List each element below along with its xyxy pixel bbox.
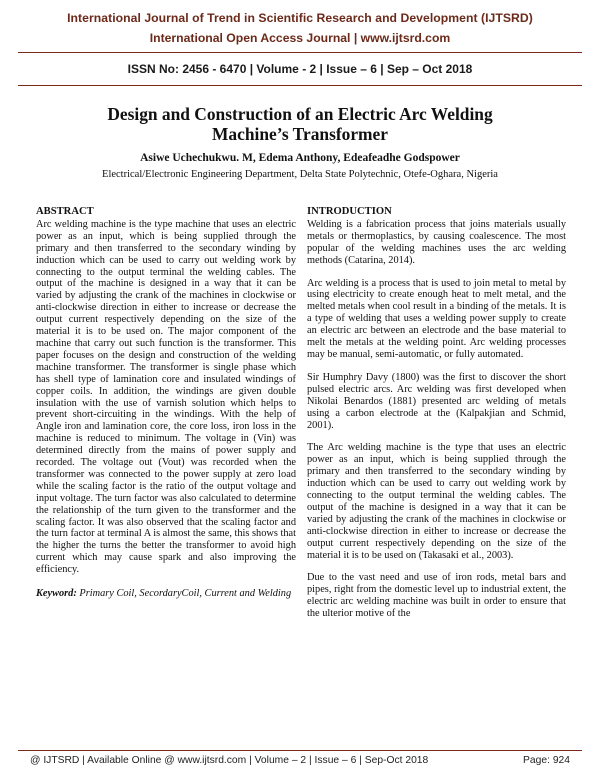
- introduction-paragraph: The Arc welding machine is the type that uses an electric power as an input, which is being supplied through the primary and then transferred to the secondary winding by induction which can be used to carry out welding work by connecting to the output terminal the welding cables. The output of the machine is designed in a way that it can be varied by adjusting the crank of the machines in clockwise or anti-clockwise direction in either to increase or decrease the output current respectively depending on the size of the material it is to be used on (Takasaki et al., 2003).: [307, 442, 566, 561]
- introduction-paragraph: Sir Humphry Davy (1800) was the first to discover the short pulsed electric arcs. Arc welding was first developed when Nikolai Benardos (1881) presented arc welding of metals using a carbon electrode at the (Kalpakjian and Schmid, 2001).: [307, 371, 566, 431]
- journal-issn: ISSN No: 2456 - 6470 | Volume - 2 | Issue – 6 | Sep – Oct 2018: [127, 62, 473, 76]
- keywords: [36, 588, 296, 600]
- page-footer: [18, 755, 582, 771]
- header-rule-top: [18, 52, 582, 53]
- abstract-heading: ABSTRACT: [36, 206, 94, 217]
- journal-subtitle: International Open Access Journal | www.ijtsrd.com: [149, 31, 451, 45]
- journal-header: [0, 0, 600, 92]
- introduction-paragraph: Arc welding is a process that is used to join metal to metal by using electricity to create enough heat to melt metal, and the melted metals when cool result in a binding of the metals. It is a type of welding that uses a welding power supply to create an electric arc between an electrode and the base material to melt the metals at the welding point. Arc welding processes may be manual, semi-automatic, or fully automated.: [307, 277, 566, 360]
- page-number: Page: 924: [523, 755, 570, 766]
- keywords-label: Keyword:: [36, 588, 77, 600]
- paper-title: [60, 104, 540, 144]
- journal-name: International Journal of Trend in Scientific Research and Development (IJTSRD): [67, 11, 533, 25]
- abstract-text: Arc welding machine is the type machine that uses an electric power as an input, which is being supplied through the primary and then transferred to the secondary winding by induction which can be used to carry out welding work by connecting to the output terminal the welding cables. The output of the machine is designed in a way that it can be varied by adjusting the crank of the machines in clockwise or anti-clockwise direction in either to increase or decrease the output current respectively depending on the size of the material it is to be used on. The major component of the machine that carry out such function is the transformer. This paper focuses on the design and construction of the welding machine transformer. The transformer is single phase which has shell type of lamination core and insulated windings of copper coils. In addition, the windings are given double insulation with the use of varnish solution which helps to prevent short-circuiting in the windings. With the help of Angle iron and lamination core, the core loss, iron loss in the machine is reduced to minimum. The voltage in (Vin) was determined directly from the mains of power supply and recorded. The voltage out (Vout) was recorded when the transformer was connected to the power supply at zero load while the scaling factor is the ratio of the output voltage and input voltage. The turn factor was also calculated to determine the relationship of the turn given to the transformer and the scaling factor. It was also observed that the scaling factor and the turn factor at terminal A is almost the same, this shows that the higher the turns the better the transformer to avoid high current which may cause spark and also improving the efficiency.: [36, 218, 296, 576]
- introduction-heading: INTRODUCTION: [307, 206, 392, 217]
- paper-authors: Asiwe Uchechukwu. M, Edema Anthony, Edeafeadhe Godspower: [140, 152, 460, 164]
- introduction-paragraph: Welding is a fabrication process that joins materials usually metals or thermoplastics, by causing coalescence. The most popular of the welding machines uses the arc welding methods (Catarina, 2014).: [307, 218, 566, 266]
- introduction-column: [307, 206, 566, 620]
- introduction-paragraph: Due to the vast need and use of iron rods, metal bars and pipes, right from the domestic level up to industrial extent, the electric arc welding machine was built in order to ensure that the ulterior motive of the: [307, 572, 566, 620]
- paper-title-line2: Machine’s Transformer: [212, 124, 388, 144]
- abstract-column: [36, 206, 296, 600]
- header-rule-bottom: [18, 85, 582, 86]
- paper-title-line1: Design and Construction of an Electric Arc Welding: [107, 104, 493, 124]
- footer-rule: [18, 750, 582, 751]
- keywords-text: Primary Coil, SecordaryCoil, Current and Welding: [76, 588, 292, 600]
- footer-citation: @ IJTSRD | Available Online @ www.ijtsrd.com | Volume – 2 | Issue – 6 | Sep-Oct 2018: [30, 755, 429, 766]
- paper-affiliation: Electrical/Electronic Engineering Department, Delta State Polytechnic, Otefe-Oghara, Nigeria: [102, 169, 498, 180]
